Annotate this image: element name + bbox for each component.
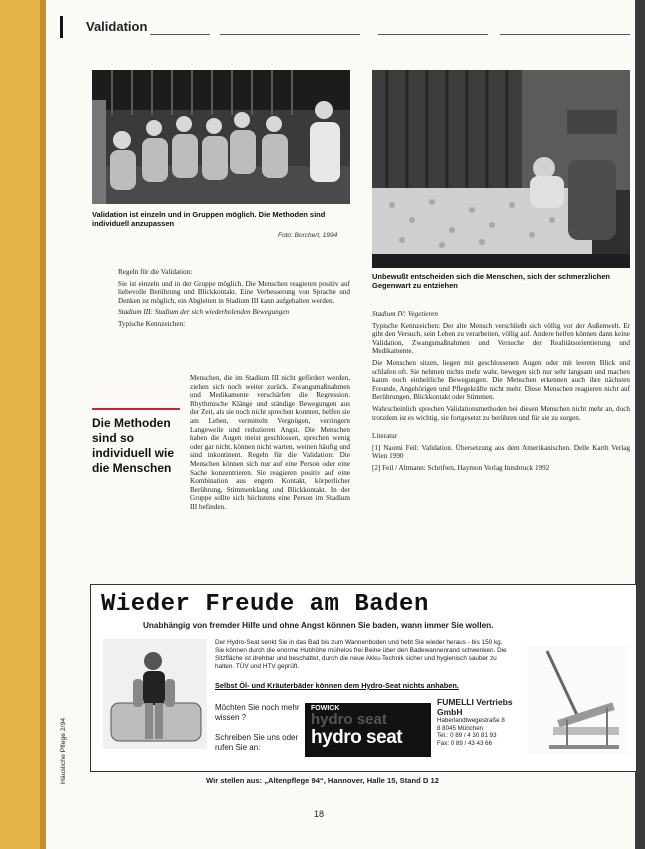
header-rule — [378, 34, 488, 35]
bath-seat-drawing — [527, 645, 627, 755]
photo-bedridden-woman — [372, 70, 630, 268]
subheading: Stadium III: Stadium der sich wiederholenden Bewegungen — [118, 308, 290, 317]
header-marker — [60, 16, 63, 38]
photo-group-validation — [92, 70, 350, 204]
pull-quote-rule — [92, 408, 180, 410]
ad-exhibition-note: Wir stellen aus: „Altenpflege 94“, Hannover, Halle 15, Stand D 12 — [206, 776, 439, 785]
page-number: 18 — [314, 809, 325, 819]
logo-outline: hydro seat — [311, 711, 387, 728]
header-rule — [150, 34, 210, 35]
literature-entry: [1] Naomi Feil: Validation. Übersetzung aus dem Amerikanischen. Delle Karth Verlag Wien 1990 — [372, 443, 630, 461]
ad-bath-seat-image — [527, 645, 627, 755]
literature-heading: Literatur — [372, 432, 398, 441]
paragraph: Regeln für die Validation: — [118, 268, 193, 276]
ad-headline: Wieder Freude am Baden — [101, 591, 429, 618]
body-column-left-top — [118, 268, 350, 332]
logo-wordmark: hydro seat — [311, 727, 403, 748]
photo-left-caption: Validation ist einzeln und in Gruppen möglich. Die Methoden sind individuell anzupassen — [92, 210, 326, 228]
ad-photo-woman — [103, 639, 207, 749]
literature-entry: [2] Feil / Altmann: Schriften, Haymon Verlag Innsbruck 1992 — [372, 463, 550, 472]
company-name: FUMELLI Vertriebs GmbH — [437, 697, 513, 717]
section-header — [60, 16, 630, 38]
paragraph: Wahrscheinlich sprechen Validationsmethoden bei diesen Menschen nicht mehr an, doch trotzdem ist es wichtig, sie fortgesetzt zu berühren und für sie zu sorgen. — [372, 404, 630, 422]
side-credit: Häusliche Pflege 2/94 — [60, 717, 67, 784]
address-line: Haberlandtwegestraße 8 — [437, 717, 505, 724]
paragraph: Sie ist einzeln und in der Gruppe möglich. Die Menschen reagieren positiv auf liebevolle Berührung und Blickkontakt. Eine Verbesserung von Sprache und Denken ist möglich, ein Abgleiten in Stadium III kann aufgehalten werden. — [118, 279, 350, 305]
ad-subline: Unabhängig von fremder Hilfe und ohne Angst können Sie baden, wann immer Sie wollen. — [143, 621, 494, 630]
binder-edge — [0, 0, 44, 849]
header-rule — [220, 34, 360, 35]
photo-bed-image — [372, 70, 630, 268]
photo-group-image — [92, 70, 350, 204]
ad-contact-prompt: Schreiben Sie uns oder rufen Sie an: — [215, 733, 299, 752]
ad-body-text: Der Hydro-Seat senkt Sie in das Bad bis zum Wannenboden und hebt Sie wieder heraus - bis 150 kg. Sie können durch die enorme Hubhöhe mühelos frei Beine über den Badewannenrand schwenken. Die Sitzfläche ist drehbar und beschattet, durch die neue Akku-Technik sicher und hygienisch sauber zu halten. TÜV und HTV geprüft. — [215, 639, 507, 670]
company-address — [437, 697, 521, 747]
paragraph: Typische Kennzeichen: Der alte Mensch verschließt sich völlig vor der Außenwelt. Er gibt den Versuch, sein Leben zu verarbeiten, völlig auf. Andere helfen können dann keine Validation, Zwangsmaßnahmen und Versuche der Realitätsorientierung und Medikamente. — [372, 321, 630, 356]
phone-line: Tel.: 0 89 / 4 30 81 93 — [437, 732, 497, 740]
section-title: Validation — [86, 19, 148, 34]
photo-right-caption: Unbewußt entscheiden sich die Menschen, sich der schmerzlichen Gegenwart zu entziehen — [372, 272, 610, 290]
subheading: Stadium IV: Vegetieren — [372, 310, 438, 318]
ad-question: Möchten Sie noch mehr wissen ? — [215, 703, 300, 722]
header-rule — [500, 34, 630, 35]
hydro-seat-logo — [305, 703, 431, 757]
pull-quote — [92, 408, 180, 476]
pull-quote-text: Die Methoden sind so individuell wie die Menschen — [92, 416, 175, 475]
ad-woman-image — [103, 639, 207, 749]
fax-line: Fax: 0 89 / 43 43 66 — [437, 739, 493, 747]
body-column-right — [372, 310, 630, 476]
advertisement-box — [90, 584, 637, 772]
logo-brand: FOWICK — [311, 705, 340, 712]
photo-credit: Foto: Borchert, 1994 — [278, 232, 338, 239]
paragraph: Typische Kennzeichen: — [118, 319, 186, 328]
body-column-left-wrap — [190, 374, 350, 516]
paragraph: Menschen, die im Stadium III nicht gefördert werden, ziehen sich noch weiter zurück. Zwangsmaßnahmen und Medikamente verschärfen die Regression. Rhythmische Klänge und ständige Bewegungen aus der Zeit, als sie noch nicht sprechen konnten, helfen sie am Leben, vermitteln Vergnügen, verringern Langeweile und reduzieren Angst. Die Menschen haben die Augen meist geschlossen, sprechen wenig oder gar nicht, können nicht warten, weinen häufig und sind inkontinent. Regeln für die Validation: Die Menschen können sich nur auf eine Person oder eine Sache konzentrieren. Sie reagieren positiv auf eine Kombination aus engem Kontakt, körperlicher Berührung, Stimmenklang und Blickkontakt. In der Gruppe sollte sich höchstens eine Person im Stadium III befinden. — [190, 374, 350, 511]
paragraph: Die Menschen sitzen, liegen mit geschlossenen Augen oder mit leerem Blick und schlafen oft. Sie nehmen nichts mehr wahr, bewegen sich nur sehr langsam und machen kaum noch einheitliche Bewegungen. Die Menschen erkennen auch ihre nächsten Freunde, Angehörigen und Pflegekräfte nicht mehr. Diese Menschen reagieren nicht auf Berührungen, Blickkontakt oder Stimmen. — [372, 358, 630, 402]
ad-highlight: Selbst Öl- und Kräuterbäder können dem Hydro-Seat nichts anhaben. — [215, 681, 459, 690]
address-line: 8 8045 München — [437, 724, 484, 732]
